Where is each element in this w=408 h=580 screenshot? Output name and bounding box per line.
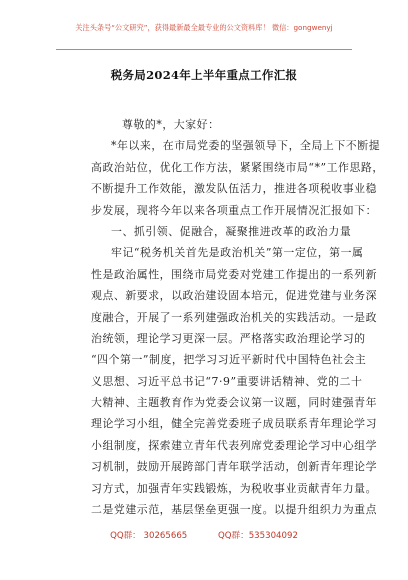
body-line: 治统领，理论学习更深一层。严格落实政治理论学习的 (91, 331, 366, 345)
body-line: 二是党建示范，基层堡垒更强一度。以提升组织力为重点 (91, 503, 378, 517)
body-line: 性是政治属性，围绕市局党委对党建工作提出的一系列新 (91, 267, 378, 281)
body-line: 牢记“税务机关首先是政治机关”第一定位，第一属 (111, 246, 364, 260)
body-line: 习机制，鼓励开展跨部门青年联学活动，创新青年理论学 (91, 460, 378, 474)
body-line: 小组制度，探索建立青年代表列席党委理论学习中心组学 (91, 438, 378, 452)
header-divider (56, 49, 352, 50)
body-line: *年以来，在市局党委的坚强领导下，全局上下不断提 (111, 139, 381, 153)
section-heading-1: 一、抓引领、促融合，凝聚推进改革的政治力量 (111, 224, 352, 238)
body-line: 义思想、习近平总书记“7·9”重要讲话精神、党的二十 (91, 374, 363, 388)
footer-qq-group-2: QQ群：535304092 (218, 531, 298, 541)
footer-contact (0, 529, 408, 541)
body-line: 高政治站位，优化工作方法，紧紧围绕市局“*”工作思路， (91, 160, 384, 174)
body-line: 观点、新要求，以政治建设固本培元，促进党建与业务深 (91, 289, 378, 303)
header-banner: 关注头条号“公文研究”，获得最新最全最专业的公文资料库！ 微信：gongwenyj (75, 23, 333, 32)
body-line: 大精神、主题教育作为党委会议第一议题，同时建强青年 (91, 396, 378, 410)
body-line: 不断提升工作效能，激发队伍活力，推进各项税收事业稳 (91, 182, 378, 196)
body-line: 理论学习小组，健全完善党委班子成员联系青年理论学习 (91, 417, 378, 431)
document-title: 税务局2024年上半年重点工作汇报 (110, 68, 298, 82)
body-line: 习方式，加强青年实践锻炼，为税收事业贡献青年力量。 (91, 481, 378, 495)
body-line-greeting: 尊敬的*，大家好： (122, 118, 220, 131)
body-line: “四个第一”制度，把学习习近平新时代中国特色社会主 (91, 353, 367, 367)
footer-qq-group-1: QQ群： 30265665 (110, 531, 188, 541)
body-line: 度融合，开展了一系列建强政治机关的实践活动。一是政 (91, 310, 378, 324)
document-body (91, 114, 384, 520)
body-line: 步发展，现将今年以来各项重点工作开展情况汇报如下： (91, 203, 378, 217)
